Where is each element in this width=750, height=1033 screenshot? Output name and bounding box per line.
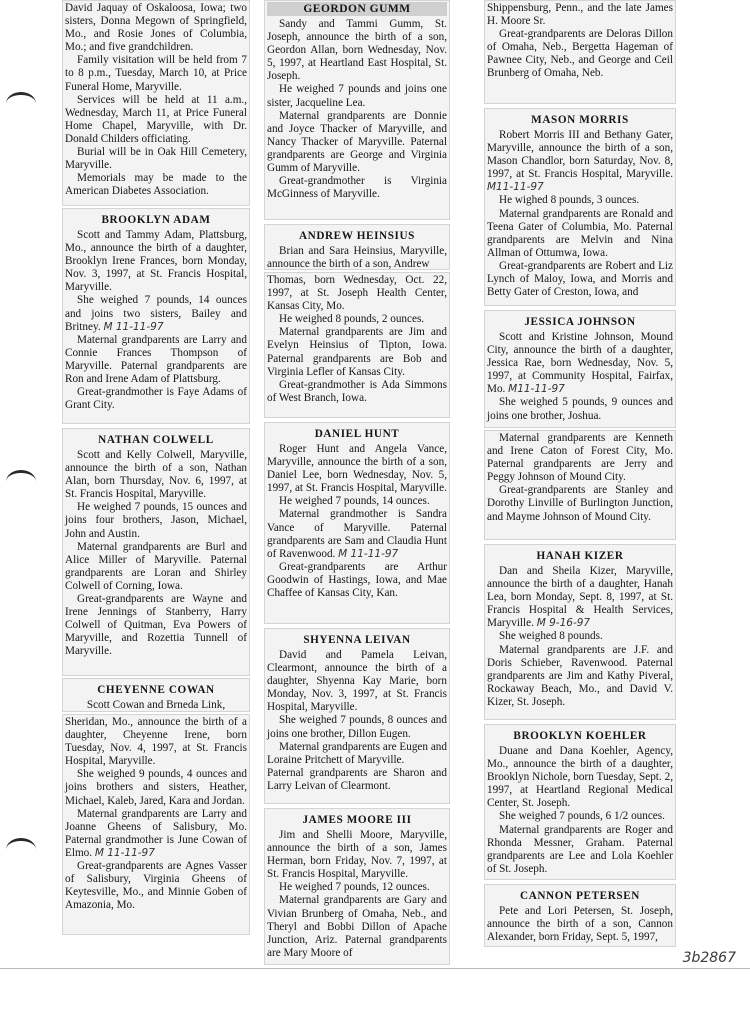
announcement-text: Scott and Kristine Johnson, Mound City, announce the birth of a daughter, Jessica Rae, born Wednesday, Nov. 5, 1997, at Community Hospital, Fairfax, Mo. M11-11-97 bbox=[487, 331, 673, 396]
announcement-text: She weighed 7 pounds, 6 1/2 ounces. bbox=[499, 810, 665, 823]
announcement-text: Scott Cowan and Brneda Link, bbox=[86, 699, 226, 711]
announcement-text: Great-grandparents are Stanley and Dorothy Linville of Burlington Junction, and Mayme Johnson of Mound City. bbox=[487, 484, 673, 523]
archive-number: 3b2867 bbox=[682, 950, 736, 966]
announcement-heading: NATHAN COLWELL bbox=[98, 434, 214, 446]
announcement-text: Brian and Sara Heinsius, Maryville, announce the birth of a son, Andrew bbox=[267, 245, 447, 270]
obit-text: David Jaquay of Oskaloosa, Iowa; two sisters, Donna Megown of Springfield, Mo., and Rosie Jones of Columbia, Mo.; and five grandchildren. bbox=[65, 2, 247, 54]
handwritten-note: M 11-11-97 bbox=[94, 846, 155, 859]
announcement-heading: GEORDON GUMM bbox=[267, 2, 447, 16]
announcement-text: Great-grandmother is Ada Simmons of West Branch, Iowa. bbox=[267, 378, 447, 404]
clipping-cannon-petersen bbox=[484, 884, 676, 947]
binder-hole bbox=[6, 470, 36, 493]
announcement-text: Maternal grandparents are Eugen and Loraine Pritchett of Maryville. bbox=[267, 740, 447, 766]
announcement-heading: SHYENNA LEIVAN bbox=[303, 634, 411, 646]
column-right bbox=[484, 0, 676, 947]
clipping-james-moore bbox=[264, 808, 450, 965]
announcement-text: He weighed 7 pounds and joins one sister, Jacqueline Lea. bbox=[267, 83, 447, 109]
clipping-cheyenne-cowan-head bbox=[62, 678, 250, 712]
announcement-heading: HANAH KIZER bbox=[536, 550, 624, 562]
announcement-text: He weighed 7 pounds, 14 ounces. bbox=[279, 495, 430, 508]
announcement-text: Pete and Lori Petersen, St. Joseph, announce the birth of a son, Cannon Alexander, born Friday, Sept. 5, 1997, bbox=[487, 905, 673, 944]
announcement-text: Maternal grandparents are Kenneth and Irene Caton of Forest City, Mo. Paternal grandparents are Jerry and Peggy Johnson of Mound City. bbox=[487, 432, 673, 484]
announcement-text: Maternal grandparents are Burl and Alice Miller of Maryville. Paternal grandparents are Loran and Shirley Colwell of Corning, Iowa. bbox=[65, 540, 247, 592]
announcement-text: He weighed 7 pounds, 12 ounces. bbox=[279, 881, 430, 894]
announcement-text: Maternal grandparents are Larry and Connie Frances Thompson of Maryville. Paternal grandparents are Ron and Irene Adam of Plattsburg. bbox=[65, 333, 247, 386]
announcement-text: Shippensburg, Penn., and the late James H. Moore Sr. bbox=[487, 2, 673, 28]
announcement-text: She weighed 5 pounds, 9 ounces and joins one brother, Joshua. bbox=[487, 396, 673, 422]
announcement-text: Jim and Shelli Moore, Maryville, announce the birth of a son, James Herman, born Friday, Nov. 7, 1997, at St. Francis Hospital, Maryville. bbox=[267, 829, 447, 881]
announcement-text: Dan and Sheila Kizer, Maryville, announce the birth of a daughter, Hanah Lea, born Monday, Sept. 8, 1997, at St. Francis Hospital & Health Services, Maryville. M 9-16-97 bbox=[487, 565, 673, 630]
announcement-text: Sandy and Tammi Gumm, St. Joseph, announce the birth of a son, Geordon Allan, born Wednesday, Nov. 5, 1997, at Heartland East Hospital, St. Joseph. bbox=[267, 18, 447, 83]
announcement-text: Thomas, born Wednesday, Oct. 22, 1997, at St. Joseph Health Center, Kansas City, Mo. bbox=[267, 274, 447, 313]
announcement-heading: BROOKLYN KOEHLER bbox=[513, 730, 647, 742]
announcement-heading: DANIEL HUNT bbox=[314, 428, 400, 440]
binder-hole bbox=[6, 92, 36, 115]
announcement-text: Roger Hunt and Angela Vance, Maryville, announce the birth of a son, Daniel Lee, born Wednesday, Nov. 5, 1997, at St. Francis Hospital, Maryville. bbox=[267, 443, 447, 495]
obit-visitation: Family visitation will be held from 7 to 8 p.m., Tuesday, March 10, at Price Funeral Home, Maryville. bbox=[65, 54, 247, 93]
announcement-text: Maternal grandmother is Sandra Vance of Maryville. Paternal grandparents are Sam and Claudia Hunt of Ravenwood. M 11-11-97 bbox=[267, 508, 447, 560]
obit-services: Services will be held at 11 a.m., Wednesday, March 11, at Price Funeral Home Chapel, Maryville, with Dr. Donald Childers officiating. bbox=[65, 93, 247, 145]
clipping-jessica-johnson-head bbox=[484, 310, 676, 428]
announcement-heading: BROOKLYN ADAM bbox=[101, 214, 211, 226]
announcement-text: Great-grandmother is Virginia McGinness of Maryville. bbox=[267, 175, 447, 201]
clipping-brooklyn-adam bbox=[62, 208, 250, 424]
announcement-text: Scott and Kelly Colwell, Maryville, announce the birth of a son, Nathan Alan, born Thursday, Nov. 6, 1997, at St. Francis Hospital, Maryville. bbox=[65, 449, 247, 501]
handwritten-note: M 11-11-97 bbox=[338, 547, 399, 560]
clipping-brooklyn-koehler bbox=[484, 724, 676, 880]
clipping-geordon-gumm bbox=[264, 0, 450, 220]
announcement-text: She weighed 7 pounds, 8 ounces and joins one brother, Dillon Eugen. bbox=[267, 714, 447, 740]
announcement-text: Sheridan, Mo., announce the birth of a daughter, Cheyenne Irene, born Tuesday, Nov. 4, 1997, at St. Francis Hospital, Maryville. bbox=[65, 716, 247, 768]
clipping-nathan-colwell bbox=[62, 428, 250, 676]
clipping-moore-continued bbox=[484, 0, 676, 104]
clipping-obituary-end bbox=[62, 0, 250, 206]
clipping-mason-morris bbox=[484, 108, 676, 306]
announcement-heading: MASON MORRIS bbox=[531, 114, 629, 126]
binder-hole bbox=[6, 838, 36, 861]
announcement-text: Great-grandparents are Deloras Dillon of Omaha, Neb., Bergetta Hageman of Pawnee City, Neb., and George and Ceil Brunberg of Omaha, Neb. bbox=[487, 28, 673, 80]
clipping-andrew-heinsius-head bbox=[264, 224, 450, 270]
obit-memorials: Memorials may be made to the American Diabetes Association. bbox=[65, 172, 247, 198]
announcement-text: Scott and Tammy Adam, Plattsburg, Mo., announce the birth of a daughter, Brooklyn Irene Frances, born Monday, Nov. 3, 1997, at St. Francis Hospital, Maryville. bbox=[65, 229, 247, 294]
announcement-text: Robert Morris III and Bethany Gater, Maryville, announce the birth of a son, Mason Chandlor, born Saturday, Nov. 8, 1997, at St. Francis Hospital, Maryville. M11-11-97 bbox=[487, 129, 673, 194]
clipping-jessica-johnson-body bbox=[484, 430, 676, 540]
announcement-text: David and Pamela Leivan, Clearmont, announce the birth of a daughter, Shyenna Kay Marie, born Monday, Nov. 3, 1997, at St. Francis Hospital, Maryville. bbox=[267, 649, 447, 714]
obit-burial: Burial will be in Oak Hill Cemetery, Maryville. bbox=[65, 146, 247, 172]
announcement-heading: CANNON PETERSEN bbox=[520, 890, 640, 902]
page-divider bbox=[0, 968, 750, 969]
clipping-shyenna-leivan bbox=[264, 628, 450, 804]
clipping-andrew-heinsius-body bbox=[264, 272, 450, 418]
clipping-cheyenne-cowan-body bbox=[62, 714, 250, 935]
announcement-text: He weighed 8 pounds, 2 ounces. bbox=[279, 313, 425, 326]
announcement-text: Maternal grandparents are J.F. and Doris Schieber, Ravenwood. Paternal grandparents are Jim and Kathy Piveral, Rockaway Beach, Mo., and David V. Kizer, St. Joseph. bbox=[487, 643, 673, 708]
announcement-text: Paternal grandparents are Sharon and Larry Leivan of Clearmont. bbox=[267, 766, 447, 792]
clipping-daniel-hunt bbox=[264, 422, 450, 624]
handwritten-note: M11-11-97 bbox=[508, 383, 565, 396]
column-middle bbox=[264, 0, 450, 965]
announcement-heading: ANDREW HEINSIUS bbox=[298, 230, 416, 242]
announcement-text: Great-grandparents are Robert and Liz Lynch of Maloy, Iowa, and Morris and Betty Gater of Creston, Iowa, and bbox=[487, 259, 673, 299]
handwritten-note: M 11-11-97 bbox=[103, 320, 164, 333]
announcement-text: She weighed 8 pounds. bbox=[499, 630, 603, 643]
announcement-text: Great-grandmother is Faye Adams of Grant City. bbox=[65, 386, 247, 412]
announcement-text: Great-grandparents are Arthur Goodwin of Hastings, Iowa, and Mae Chaffee of Kansas City, Kan. bbox=[267, 560, 447, 600]
announcement-text: He weighed 7 pounds, 15 ounces and joins four brothers, Jason, Michael, John and Austin. bbox=[65, 501, 247, 540]
announcement-text: She weighed 7 pounds, 14 ounces and joins two sisters, Bailey and Britney. M 11-11-97 bbox=[65, 294, 247, 333]
announcement-text: Maternal grandparents are Gary and Vivian Brunberg of Omaha, Neb., and Theryl and Bobbi Dillon of Apache Junction, Ariz. Paternal grandparents are Mary Moore of bbox=[267, 894, 447, 959]
announcement-heading: JESSICA JOHNSON bbox=[524, 316, 636, 328]
clipping-hanah-kizer bbox=[484, 544, 676, 720]
announcement-text: Maternal grandparents are Jim and Evelyn Heinsius of Tipton, Iowa. Paternal grandparents are Bob and Virginia Lefler of Kansas City. bbox=[267, 326, 447, 378]
announcement-text: Maternal grandparents are Donnie and Joyce Thacker of Maryville, and Nancy Thacker of Maryville. Paternal grandparents are George and Virginia Gumm of Maryville. bbox=[267, 109, 447, 175]
column-left bbox=[62, 0, 250, 935]
announcement-heading: CHEYENNE COWAN bbox=[97, 684, 215, 696]
handwritten-note: M 9-16-97 bbox=[536, 617, 591, 630]
announcement-text: Great-grandparents are Wayne and Irene Jennings of Stanberry, Harry Colwell of Quitman, Eva Powers of Maryville, and Rozettia Tunnell of Maryville. bbox=[65, 593, 247, 658]
announcement-text: Great-grandparents are Agnes Vasser of Salisbury, Virginia Gheens of Keytesville, Mo., and Minnie Goben of Amazonia, Mo. bbox=[65, 860, 247, 912]
announcement-text: He wighed 8 pounds, 3 ounces. bbox=[499, 194, 640, 207]
announcement-heading: JAMES MOORE III bbox=[302, 814, 412, 826]
handwritten-note: M11-11-97 bbox=[487, 181, 544, 194]
announcement-text: Duane and Dana Koehler, Agency, Mo., announce the birth of a daughter, Brooklyn Nichole, born Tuesday, Sept. 2, 1997, at Heartland Regional Medical Center, St. Joseph. bbox=[487, 745, 673, 810]
announcement-text: She weighed 9 pounds, 4 ounces and joins brothers and sisters, Heather, Michael, Kaleb, Jared, Kara and Jordan. bbox=[65, 768, 247, 807]
announcement-text: Maternal grandparents are Ronald and Teena Gater of Columbia, Mo. Paternal grandparents are Melvin and Nina Allman of Ottumwa, Iowa. bbox=[487, 207, 673, 259]
announcement-text: Maternal grandparents are Larry and Joanne Gheens of Salisbury, Mo. Paternal grandmother is June Cowan of Elmo. M 11-11-97 bbox=[65, 807, 247, 859]
announcement-text: Maternal grandparents are Roger and Rhonda Messner, Graham. Paternal grandparents are Lee and Lola Koehler of St. Joseph. bbox=[487, 823, 673, 875]
